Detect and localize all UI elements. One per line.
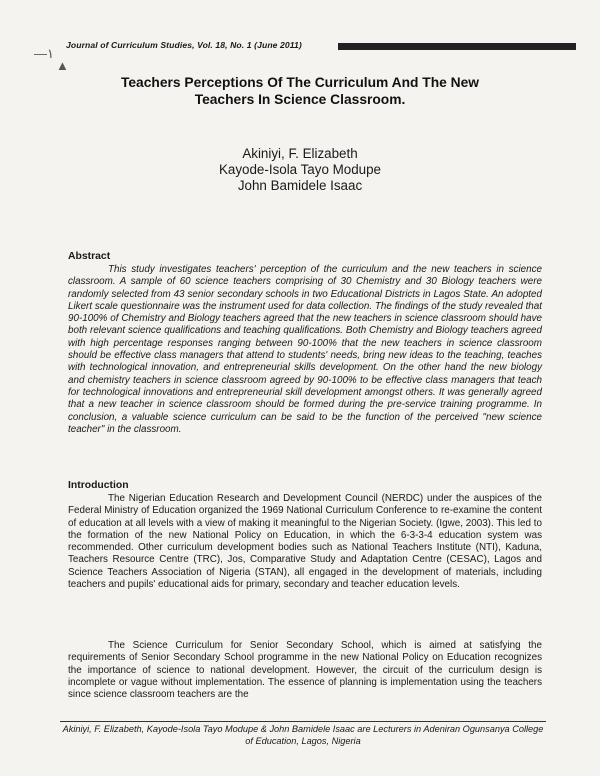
introduction-heading: Introduction xyxy=(68,480,129,491)
header-rule xyxy=(338,43,576,50)
title-line-2: Teachers In Science Classroom. xyxy=(194,92,406,107)
pen-mark-arrow: ▲ xyxy=(56,58,69,73)
author-name: Kayode-Isola Tayo Modupe xyxy=(218,162,382,177)
abstract-paragraph: This study investigates teachers' perception of the curriculum and the new teachers in science classroom. A sample of 60 science teachers comprising of 30 Chemistry and 30 Biology teachers were randomly selected from 43 senior secondary schools in two Educational Districts in Lagos State. An adopted Likert scale questionnaire was the instrument used for data collection. The findings of the study revealed that 90-100% of Chemistry and Biology teachers agreed that the new teachers in science classroom should have both relevant science qualifications and teaching qualifications. Both Chemistry and Biology teachers agreed with high percentage responses ranging between 90-100% that the new teachers in science classroom should be effective class managers that attend to students' needs, bring new ideas to the teaching, teaches with technological innovation, and entrepreneurial skills development. On the other hand the new biology and chemistry teachers in science classroom agreed by 90-100% to be effective class managers that teach for technological innovations and entrepreneurial skill development amongst others. It was generally agreed that a new teacher in science classroom should be formed during the pre-service training programme. In conclusion, a valuable science curriculum can be said to be the function of the perceived "new science teacher" in the classroom. xyxy=(68,264,542,435)
intro-paragraph-2: The Science Curriculum for Senior Secondary School, which is aimed at satisfying the requirements of Senior Secondary School programme in the new National Policy on Education recognizes the importance of science to national development. However, the circuit of the curriculum design is incomplete or vague without implementation. The essence of planning is implementation using the teachers since science classroom teachers are the xyxy=(68,640,542,701)
author-name: Akiniyi, F. Elizabeth xyxy=(242,146,358,161)
abstract-text xyxy=(68,264,542,436)
author-list xyxy=(150,146,450,194)
abstract-heading: Abstract xyxy=(68,251,111,262)
paper-title xyxy=(50,74,550,108)
author-name: John Bamidele Isaac xyxy=(237,178,363,193)
title-line-1: Teachers Perceptions Of The Curriculum And The New xyxy=(120,75,480,90)
author-footnote: Akiniyi, F. Elizabeth, Kayode-Isola Tayo Modupe & John Bamidele Isaac are Lecturers in Adeniran Ogunsanya College of Education, Lagos, Nigeria xyxy=(62,724,544,746)
introduction-text xyxy=(68,493,542,591)
introduction-text-2 xyxy=(68,640,542,701)
journal-citation: Journal of Curriculum Studies, Vol. 18, No. 1 (June 2011) xyxy=(66,40,302,50)
pen-mark: —١ xyxy=(34,46,54,61)
intro-paragraph-1: The Nigerian Education Research and Development Council (NERDC) under the auspices of the Federal Ministry of Education organized the 1969 National Curriculum Conference to re-examine the content of education at all levels with a view of making it meaningful to the Nigerian Society. (Igwe, 2003). This led to the formation of the new National Policy on Education, in which the 6-3-3-4 education system was recommended. Other curriculum development bodies such as National Teachers Institute (NTI), Kaduna, Teachers Resource Centre (TRC), Jos, Comparative Study and Adaptation Centre (CESAC), Lagos and Science Teachers Association of Nigeria (STAN), all engaged in the development of materials, including teachers and pupils' educational aids for primary, secondary and teacher education levels. xyxy=(68,493,542,591)
footnote-rule xyxy=(60,721,546,722)
